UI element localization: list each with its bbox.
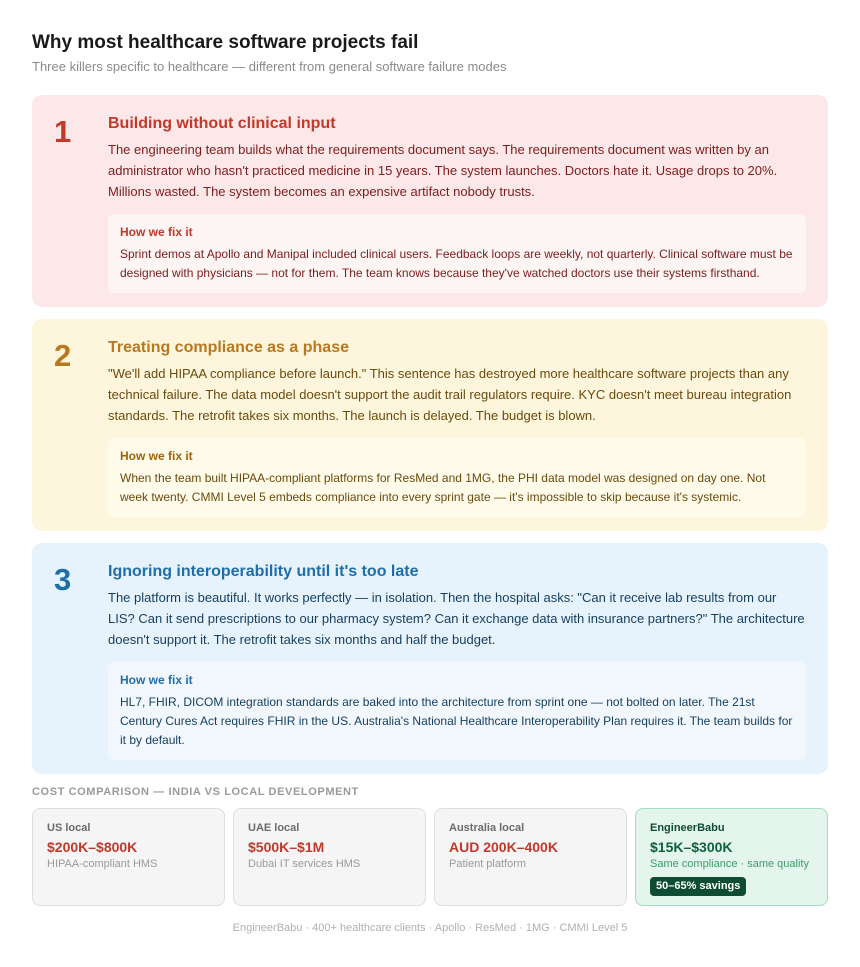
- killer-title: Building without clinical input: [108, 115, 336, 132]
- cost-comparison-label: COST COMPARISON — INDIA VS LOCAL DEVELOPMENT: [32, 786, 359, 798]
- killer-title: Ignoring interoperability until it's too late: [108, 563, 419, 580]
- killer-card-interoperability: [32, 543, 828, 774]
- killer-description: The engineering team builds what the requirements document says. The requirements document was written by an administrator who hasn't practiced medicine in 15 years. The system launches. Doctors hate it. Usage drops to 20%. Millions wasted. The system becomes an expensive artifact nobody trusts.: [108, 142, 778, 199]
- killer-description: The platform is beautiful. It works perfectly — in isolation. Then the hospital asks: "Can it receive lab results from our LIS? Can it send prescriptions to our pharmacy system? Can it exchange data with insurance partners?" The architecture doesn't support it. The retrofit takes six months and half the budget.: [108, 590, 805, 647]
- cost-price: $200K–$800K: [47, 839, 138, 855]
- cost-note: Dubai IT services HMS: [248, 858, 361, 870]
- killer-number: 3: [54, 562, 72, 597]
- cost-region: EngineerBabu: [650, 822, 725, 834]
- cost-region: Australia local: [449, 822, 525, 834]
- fix-label: How we fix it: [120, 225, 193, 239]
- fix-text: HL7, FHIR, DICOM integration standards are baked into the architecture from sprint one — not bolted on later. The 21st Century Cures Act requires FHIR in the US. Australia's National Healthcare Interoperability Plan requires it. The team builds for it by default.: [120, 695, 793, 747]
- cost-card-uae: [233, 808, 426, 906]
- page-header: [32, 32, 506, 75]
- killer-card-clinical-input: [32, 95, 828, 307]
- fix-box: [108, 214, 806, 293]
- savings-badge: 50–65% savings: [650, 877, 746, 896]
- cost-price: $500K–$1M: [248, 839, 325, 855]
- cost-region: UAE local: [248, 822, 300, 834]
- page-subtitle: Three killers specific to healthcare — different from general software failure modes: [32, 59, 507, 74]
- cost-region: US local: [47, 822, 91, 834]
- killer-number: 2: [54, 338, 72, 373]
- fix-box: [108, 438, 806, 517]
- fix-text: Sprint demos at Apollo and Manipal included clinical users. Feedback loops are weekly, not quarterly. Clinical software must be designed with physicians — not for them. The team knows because they've watched doctors use their systems firsthand.: [120, 247, 793, 280]
- fix-box: [108, 662, 806, 760]
- footer-text: EngineerBabu · 400+ healthcare clients · Apollo · ResMed · 1MG · CMMI Level 5: [232, 922, 628, 934]
- cost-note: Patient platform: [449, 858, 527, 870]
- cost-note: HIPAA-compliant HMS: [47, 858, 158, 870]
- killer-description: "We'll add HIPAA compliance before launch." This sentence has destroyed more healthcare software projects than any technical failure. The data model doesn't support the audit trail regulators require. KYC doesn't meet bureau integration standards. The retrofit takes six months. The launch is delayed. The budget is blown.: [108, 366, 792, 423]
- page-title: Why most healthcare software projects fail: [32, 32, 419, 53]
- cost-card-engineerbabu: [635, 808, 828, 906]
- fix-label: How we fix it: [120, 449, 193, 463]
- cost-price: $15K–$300K: [650, 839, 733, 855]
- killer-card-compliance: [32, 319, 828, 531]
- killer-number: 1: [54, 114, 72, 149]
- cost-price: AUD 200K–400K: [449, 839, 558, 855]
- cost-card-australia: [434, 808, 627, 906]
- cost-card-us: [32, 808, 225, 906]
- fix-label: How we fix it: [120, 673, 193, 687]
- fix-text: When the team built HIPAA-compliant platforms for ResMed and 1MG, the PHI data model was designed on day one. Not week twenty. CMMI Level 5 embeds compliance into every sprint gate — it's impossible to skip because it's systemic.: [120, 471, 766, 504]
- cost-note: Same compliance · same quality: [650, 858, 809, 870]
- killer-title: Treating compliance as a phase: [108, 339, 349, 356]
